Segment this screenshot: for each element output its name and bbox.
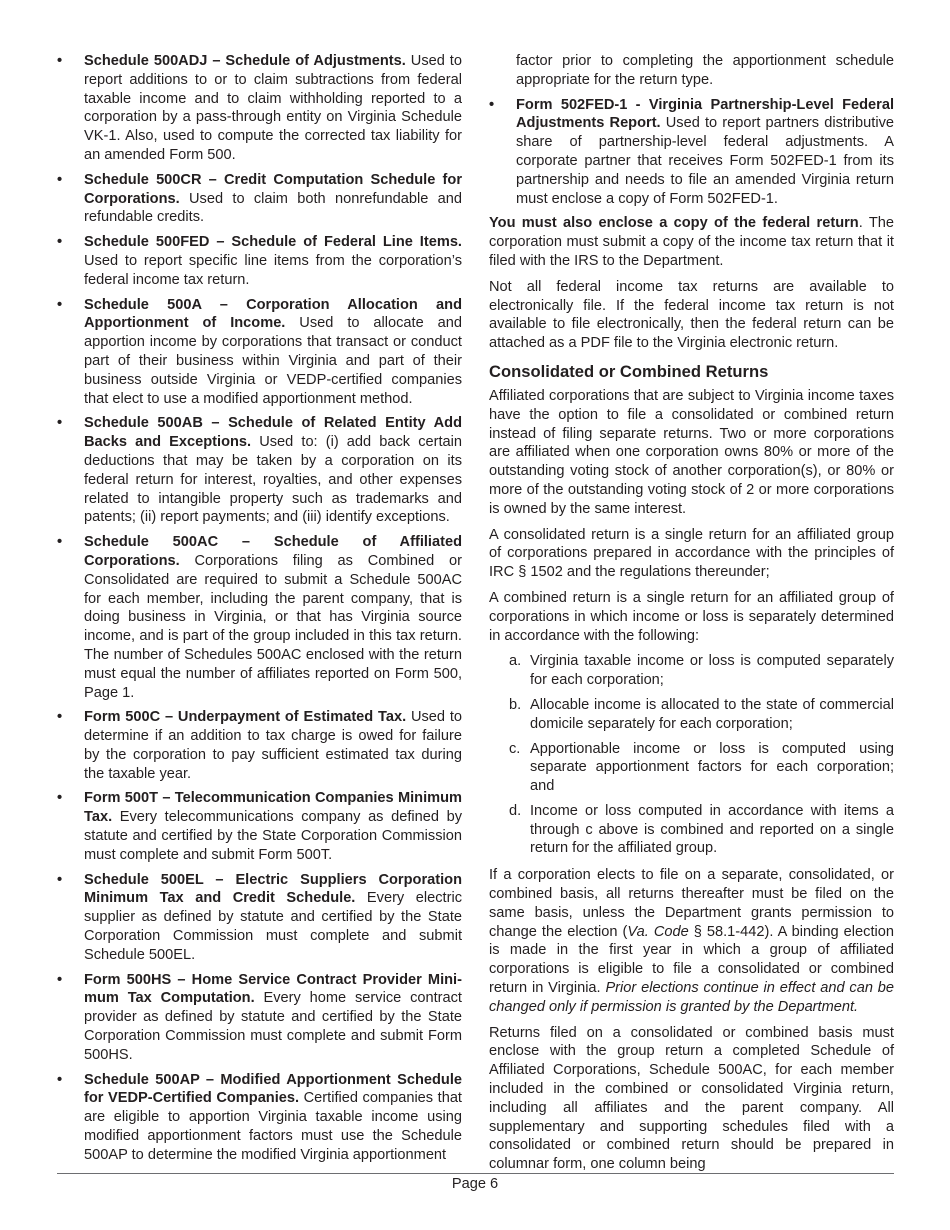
list-item — [489, 802, 894, 858]
enclose-bold-text: You must also enclose a copy of the federal return — [489, 215, 859, 232]
page-number: Page 6 — [451, 1176, 499, 1192]
combined-rules-list — [489, 652, 894, 858]
bullet-icon: • — [57, 790, 63, 807]
item-text: Used to: (i) add back certain deductions that may be taken by a corporation on its federal return for interest, royalties, and other expenses related to intangible property such as trademarks and patents; (ii) report payments; and (iii) identify exceptions. — [84, 434, 462, 526]
combined-paragraph: A combined return is a single return for an affiliated group of corporations in which income or loss is separately determined in accordance with the following: — [489, 589, 894, 644]
item-title: Schedule 500AP – Modified Apportionment Schedule for VEDP-Certified Companies. — [84, 1071, 462, 1107]
va-code-citation: Va. Code — [627, 923, 689, 940]
item-letter: c. — [509, 740, 521, 757]
item-title: Form 502FED-1 - Virginia Partnership-Level Federal Adjustments Report. — [516, 96, 894, 132]
bullet-icon: • — [57, 871, 63, 888]
list-item — [57, 171, 462, 227]
election-text: If a corporation elects to file on a separate, consolidated, or combined basis, all returns thereafter must be filed on the same basis, unless the Department grants permission to change the election ( — [489, 867, 894, 940]
item-text: Apportionable income or loss is computed using separate apportionment factors for each corporation; and — [530, 740, 894, 795]
consolidated-paragraph: A consolidated return is a single return for an affiliated group of corporations prepared in accordance with the principles of IRC § 1502 and the regulations thereunder; — [489, 526, 894, 581]
item-text: Used to determine if an addition to tax charge is owed for failure by the corporation to pay sufficient estimated tax during the taxable year. — [84, 709, 462, 782]
bullet-icon: • — [57, 296, 63, 313]
list-item — [57, 414, 462, 527]
item-text: Income or loss computed in accordance with items a through c above is combined and reported on a single return for the affiliated group. — [530, 802, 894, 857]
item-letter: d. — [509, 802, 522, 819]
list-item — [57, 296, 462, 409]
item-text: Every home service contract provider as defined by statute and certified by the State Corporation Commission must complete and submit Form 500HS. — [84, 990, 462, 1063]
list-item — [489, 96, 894, 209]
bullet-icon: • — [57, 534, 63, 551]
enclose-text: . The corporation must submit a copy of the income tax return that it filed with the IRS to the Department. — [489, 215, 894, 269]
form-list — [489, 96, 894, 209]
bullet-icon: • — [57, 53, 63, 69]
list-item — [489, 696, 894, 734]
election-paragraph — [489, 866, 894, 1016]
list-item — [57, 871, 462, 965]
item-title: Form 500C – Underpayment of Estimated Tax. — [84, 709, 407, 726]
list-item — [57, 233, 462, 289]
item-letter: a. — [509, 653, 522, 670]
item-letter: b. — [509, 696, 522, 713]
item-title: Schedule 500FED – Schedule of Federal Line Items. — [84, 234, 462, 251]
footer-divider — [57, 1173, 894, 1174]
list-item — [489, 652, 894, 690]
bullet-icon: • — [57, 415, 63, 432]
bullet-icon: • — [57, 1071, 63, 1088]
item-title: Form 500HS – Home Service Contract Provider Minimum Tax Computation. — [84, 971, 462, 1007]
item-text: Corporations filing as Combined or Consolidated are required to submit a Schedule 500AC for each member, including the parent company, that is doing business in Virginia, or that has Virginia source income, and is part of the group included in this tax return. The number of Schedules 500AC enclosed with the return must equal the number of affiliates reported on Form 500, Page 1. — [84, 552, 462, 701]
list-item — [57, 971, 462, 1065]
affiliated-paragraph: Affiliated corporations that are subject to Virginia income taxes have the option to file a consolidated or combined return instead of filing separate returns. Two or more corporations are affiliated when one corporation owns 80% or more of the outstanding voting stock of another corporation(s), or 80% or more of the outstanding voting stock of 2 or more corporations is owned by the same interest. — [489, 387, 894, 517]
item-title: Schedule 500ADJ – Schedule of Adjustments. — [84, 53, 406, 69]
list-item — [57, 708, 462, 783]
item-text: Used to report additions to or to claim subtractions from federal taxable income and to claim withholding reported to a corporation by a pass-through entity on Virginia Schedule VK-1. Also, used to compute the corrected tax liability for an amended Form 500. — [84, 53, 462, 163]
section-heading: Consolidated or Combined Returns — [489, 361, 769, 381]
list-item — [489, 740, 894, 796]
list-item — [57, 1071, 462, 1165]
enclose-paragraph — [489, 214, 894, 270]
list-item — [57, 533, 462, 702]
item-text: Used to report specific line items from the corporation’s federal income tax return. — [84, 252, 462, 288]
bullet-icon: • — [57, 234, 63, 251]
item-text: Allocable income is allocated to the state of commercial domicile separately for each corporation; — [530, 696, 894, 732]
election-text: § 58.1-442). A binding election is made in the first year in which a group of affiliated corporations is eligible to file a consolidated or combined return in Virginia. — [489, 923, 894, 997]
list-item — [57, 52, 462, 165]
bullet-icon: • — [57, 171, 63, 188]
schedule-list — [57, 52, 462, 1165]
item-text: Virginia taxable income or loss is computed separately for each corporation; — [530, 653, 894, 689]
electronic-paragraph: Not all federal income tax returns are available to electronically file. If the federal income tax return is not available to file electronically, then the federal return can be attached as a PDF file to the Virginia electronic return. — [489, 278, 894, 352]
item-text: Certified companies that are eligible to apportion Virginia taxable income using modified apportionment factors must use the Schedule 500AP to determine the modified Virginia apportionment — [84, 1090, 462, 1163]
item-text: Every telecommunications company as defined by statute and certified by the State Corporation Commission must complete and submit Form 500T. — [84, 809, 462, 863]
item-text: Every electric supplier as defined by statute and certified by the State Corporation Commission must complete and submit Schedule 500EL. — [84, 890, 463, 963]
election-italic-text: Prior elections continue in effect and can be changed only if permission is granted by the Department. — [489, 980, 894, 1015]
item-title: Schedule 500AC – Schedule of Affiliated Corporations. — [84, 534, 462, 569]
item-text: Used to allocate and apportion income by corporations that transact or conduct part of their business within Virginia and part of their business outside Virginia or VEDP-certified companies that elect to use a modified apportionment method. — [84, 315, 463, 407]
item-title: Schedule 500EL – Electric Suppliers Corporation Minimum Tax and Credit Schedule. — [84, 871, 462, 907]
list-item — [57, 789, 462, 864]
item-title: Schedule 500A – Corporation Allocation and Apportionment of Income. — [84, 296, 462, 332]
continued-item-text: factor prior to completing the apportionment schedule appropriate for the return type. — [516, 53, 894, 88]
item-title: Form 500T – Telecommunication Companies Minimum Tax. — [84, 790, 462, 826]
left-column — [57, 52, 462, 1171]
item-text: Used to claim both nonrefundable and refundable credits. — [84, 190, 462, 226]
bullet-icon: • — [57, 709, 63, 726]
returns-paragraph: Returns filed on a consolidated or combined basis must enclose with the group return a completed Schedule of Affiliated Corporations, Schedule 500AC, for each member included in the combined or consolidated Virginia return, including all affiliates and the parent company. All supplementary and supporting schedules filed with a consolidated or combined return should be prepared in columnar form, one column being — [489, 1024, 894, 1173]
right-column — [489, 52, 894, 1181]
item-text: Used to report partners distributive share of partnership-level federal adjustments. A corporate partner that receives Form 502FED-1 from its partnership and needs to file an amended Virginia return must enclose a copy of Form 502FED-1. — [516, 115, 894, 207]
bullet-icon: • — [57, 971, 63, 988]
item-title: Schedule 500AB – Schedule of Related Entity Add Backs and Exceptions. — [84, 415, 462, 451]
item-title: Schedule 500CR – Credit Computation Schedule for Corporations. — [84, 171, 462, 207]
bullet-icon: • — [489, 96, 495, 113]
